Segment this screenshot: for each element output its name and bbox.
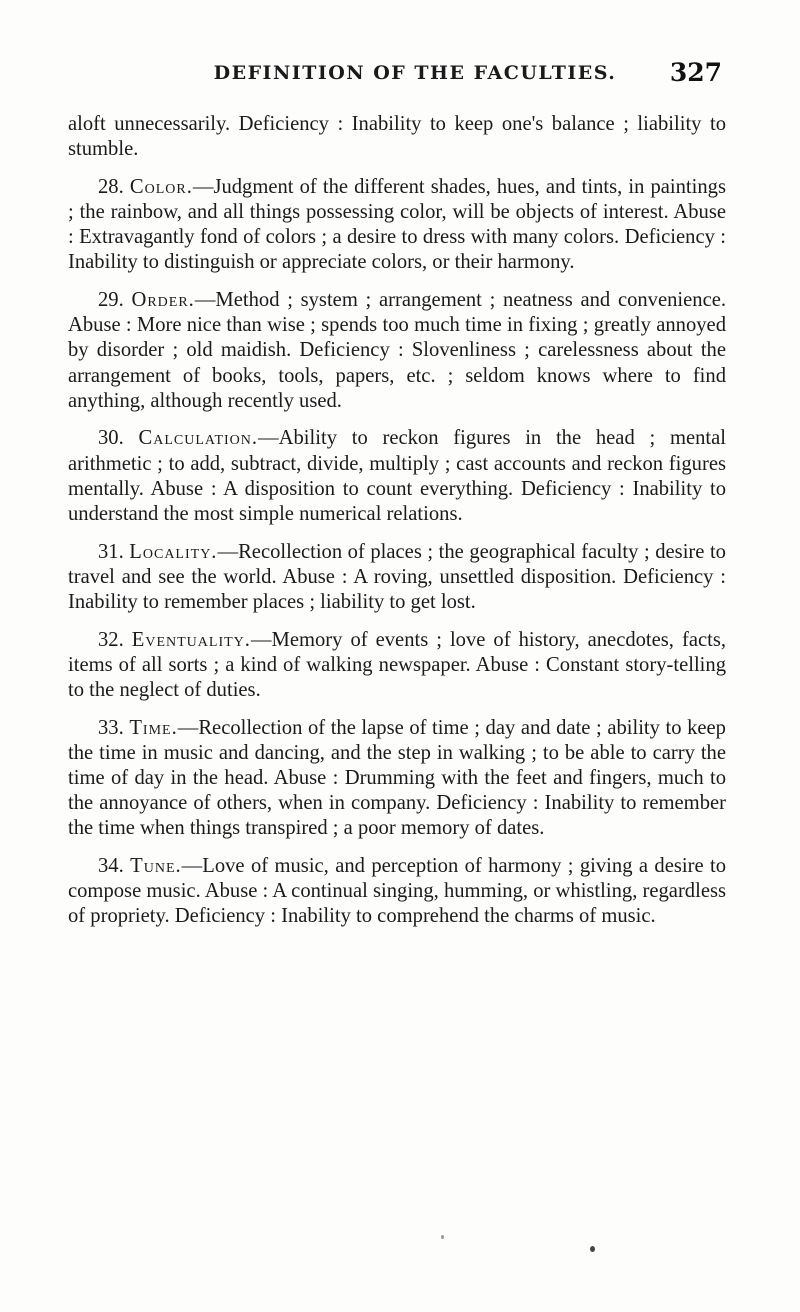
page-header (68, 58, 722, 102)
entry-number: 33. (98, 716, 124, 739)
entry-order (68, 288, 726, 414)
entry-time (68, 716, 726, 842)
body-text (68, 112, 726, 942)
entry-number: 31. (98, 540, 124, 563)
entry-number: 28. (98, 175, 124, 198)
entry-text: —Memory of events ; love of history, anecdotes, facts, items of all sorts ; a kind of walking newspaper. Abuse : Constant story-telling to the neglect of duties. (68, 628, 726, 702)
entry-number: 34. (98, 855, 124, 878)
entry-number: 32. (98, 628, 124, 651)
ink-speck (441, 1235, 444, 1239)
entry-eventuality (68, 628, 726, 704)
page-number: 327 (669, 58, 722, 87)
entry-text: —Recollection of places ; the geographical faculty ; desire to travel and see the world. Abuse : A roving, unsettled disposition. Deficiency : Inability to remember places ; liability to get lost. (68, 540, 726, 614)
entry-number: 30. (98, 427, 124, 450)
entry-text: —Love of music, and perception of harmony ; giving a desire to compose music. Abuse : A continual singing, humming, or whistling, regardless of propriety. Deficiency : Inability to comprehend the charms of music. (68, 855, 726, 928)
entry-term: Locality. (129, 540, 218, 563)
entry-term: Tune. (130, 855, 182, 878)
continued-paragraph: aloft unnecessarily. Deficiency : Inability to keep one's balance ; liability to stumble. (68, 113, 726, 161)
entry-text: —Ability to reckon figures in the head ; mental arithmetic ; to add, subtract, divide, multiply ; cast accounts and reckon figures mentally. Abuse : A disposition to count everything. Deficiency : Inability to understand the most simple numerical relations. (68, 427, 726, 526)
entry-color (68, 175, 726, 276)
entry-text: —Judgment of the different shades, hues, and tints, in paintings ; the rainbow, and all things possessing color, will be objects of interest. Abuse : Extravagantly fond of colors ; a desire to dress with many colors. Deficiency : Inability to distinguish or appreciate colors, or their harmony. (68, 175, 726, 274)
entry-term: Time. (129, 716, 178, 739)
entry-term: Order. (131, 289, 195, 311)
entry-term: Color. (129, 175, 193, 198)
entry-text: —Recollection of the lapse of time ; day and date ; ability to keep the time in music and dancing, and the step in walking ; to be able to carry the time of day in the head. Abuse : Drumming with the feet and fingers, much to the annoyance of others, when in company. Deficiency : Inability to remember the time when things transpired ; a poor memory of dates. (68, 716, 726, 840)
ink-speck (590, 1246, 595, 1252)
entry-term: Calculation. (138, 427, 259, 450)
entry-locality (68, 540, 726, 616)
running-head: DEFINITION OF THE FACULTIES. (213, 62, 617, 84)
entry-number: 29. (98, 289, 124, 311)
entry-term: Eventuality. (131, 628, 251, 651)
entry-calculation (68, 426, 726, 527)
entry-tune (68, 854, 726, 930)
entry-text: —Method ; system ; arrangement ; neatness and convenience. Abuse : More nice than wise ; spends too much time in fixing ; greatly annoyed by disorder ; old maidish. Deficiency : Slovenliness ; carelessness about the arrangement of books, tools, papers, etc. ; seldom knows where to find anything, although recently used. (68, 289, 726, 412)
